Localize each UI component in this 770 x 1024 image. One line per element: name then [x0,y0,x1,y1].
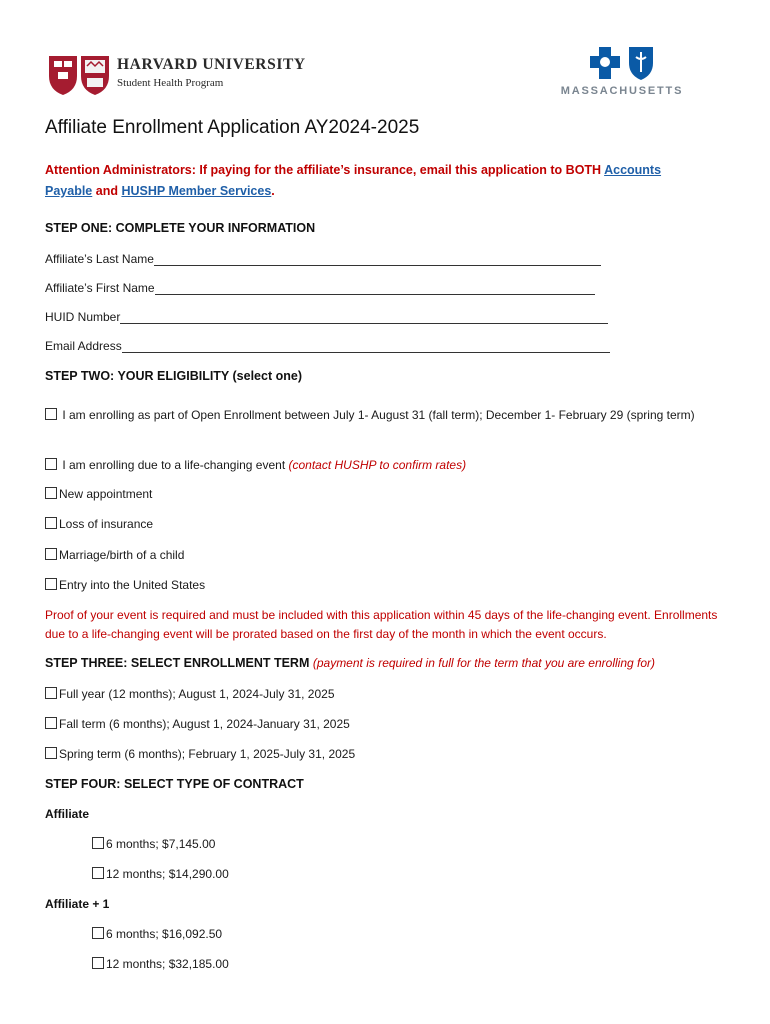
spring-term-label: Spring term (6 months); February 1, 2025-July 31, 2025 [59,747,356,761]
step-three-heading [45,656,655,670]
fall-term-checkbox[interactable] [45,717,57,729]
affiliate-plus-one-group-label: Affiliate + 1 [45,897,110,911]
term-full-year[interactable] [45,687,335,701]
last-name-field[interactable] [45,252,601,266]
entry-us-checkbox[interactable] [45,578,57,590]
new-appointment-label: New appointment [59,487,153,501]
affiliate-plus-one-6-months[interactable] [92,927,222,941]
marriage-birth-label: Marriage/birth of a child [59,548,185,562]
event-new-appointment[interactable] [45,487,152,501]
loss-of-insurance-label: Loss of insurance [59,517,154,531]
affiliate-6-months-label: 6 months; $7,145.00 [106,837,216,851]
step-three-title: STEP THREE: SELECT ENROLLMENT TERM [45,656,313,670]
marriage-birth-checkbox[interactable] [45,548,57,560]
email-field[interactable] [45,339,610,353]
last-name-input[interactable] [154,252,601,266]
harvard-logo [47,52,317,96]
attention-text: Attention Administrators: If paying for the affiliate’s insurance, email this application to BOTH [45,163,605,177]
attention-period: . [271,184,275,198]
email-label: Email Address [45,339,122,353]
last-name-label: Affiliate’s Last Name [45,252,154,266]
huid-field[interactable] [45,310,608,324]
affiliate-6-months-checkbox[interactable] [92,837,104,849]
loss-of-insurance-checkbox[interactable] [45,517,57,529]
insurer-region: MASSACHUSETTS [560,85,684,97]
open-enrollment-checkbox[interactable] [45,408,57,420]
entry-us-label: Entry into the United States [59,578,206,592]
spring-term-checkbox[interactable] [45,747,57,759]
step-two-heading: STEP TWO: YOUR ELIGIBILITY (select one) [45,369,302,383]
attention-notice [45,160,710,202]
step-four-heading: STEP FOUR: SELECT TYPE OF CONTRACT [45,777,304,791]
affiliate-6-months[interactable] [92,837,215,851]
email-input[interactable] [122,339,610,353]
open-enrollment-option[interactable] [45,405,710,425]
event-loss-of-insurance[interactable] [45,517,153,531]
event-entry-us[interactable] [45,578,205,592]
huid-input[interactable] [120,310,608,324]
term-spring[interactable] [45,747,355,761]
program-name: Student Health Program [117,77,224,89]
affiliate-12-months[interactable] [92,867,229,881]
huid-label: HUID Number [45,310,121,324]
first-name-label: Affiliate’s First Name [45,281,155,295]
affiliate-group-label: Affiliate [45,807,90,821]
new-appointment-checkbox[interactable] [45,487,57,499]
page-title: Affiliate Enrollment Application AY2024-2025 [45,117,420,138]
life-event-note: (contact HUSHP to confirm rates) [288,458,467,472]
affiliate-plus-one-6-months-label: 6 months; $16,092.50 [106,927,223,941]
step-one-heading: STEP ONE: COMPLETE YOUR INFORMATION [45,221,316,235]
affiliate-plus-one-12-months[interactable] [92,957,229,971]
life-event-option[interactable] [45,458,466,472]
fall-term-label: Fall term (6 months); August 1, 2024-January 31, 2025 [59,717,350,731]
life-event-label: I am enrolling due to a life-changing event [62,458,289,472]
affiliate-12-months-checkbox[interactable] [92,867,104,879]
blue-cross-blue-shield-icon [589,45,655,81]
page-header [0,0,770,110]
step-three-note: (payment is required in full for the term that you are enrolling for) [312,656,656,670]
affiliate-plus-one-12-months-checkbox[interactable] [92,957,104,969]
hushp-member-services-link[interactable]: HUSHP Member Services [121,184,272,198]
affiliate-plus-one-6-months-checkbox[interactable] [92,927,104,939]
bcbs-logo [552,45,692,101]
affiliate-12-months-label: 12 months; $14,290.00 [106,867,229,881]
full-year-checkbox[interactable] [45,687,57,699]
term-fall[interactable] [45,717,350,731]
attention-and: and [92,184,122,198]
proof-note: Proof of your event is required and must be included with this application within 45 days of the life-changing event. Enrollments due to a life-changing event will be prorated based on the first day of the month in which the event occurs. [45,608,718,641]
full-year-label: Full year (12 months); August 1, 2024-July 31, 2025 [59,687,335,701]
first-name-field[interactable] [45,281,595,295]
event-marriage-birth[interactable] [45,548,184,562]
university-name: HARVARD UNIVERSITY [117,56,306,73]
first-name-input[interactable] [155,281,595,295]
harvard-shield-icon [47,54,111,96]
life-event-checkbox[interactable] [45,458,57,470]
open-enrollment-label: I am enrolling as part of Open Enrollment between July 1- August 31 (fall term); December 1- February 29 (spring term) [62,408,695,422]
affiliate-plus-one-12-months-label: 12 months; $32,185.00 [106,957,229,971]
accounts-payable-link[interactable]: Accounts Payable [45,163,662,198]
